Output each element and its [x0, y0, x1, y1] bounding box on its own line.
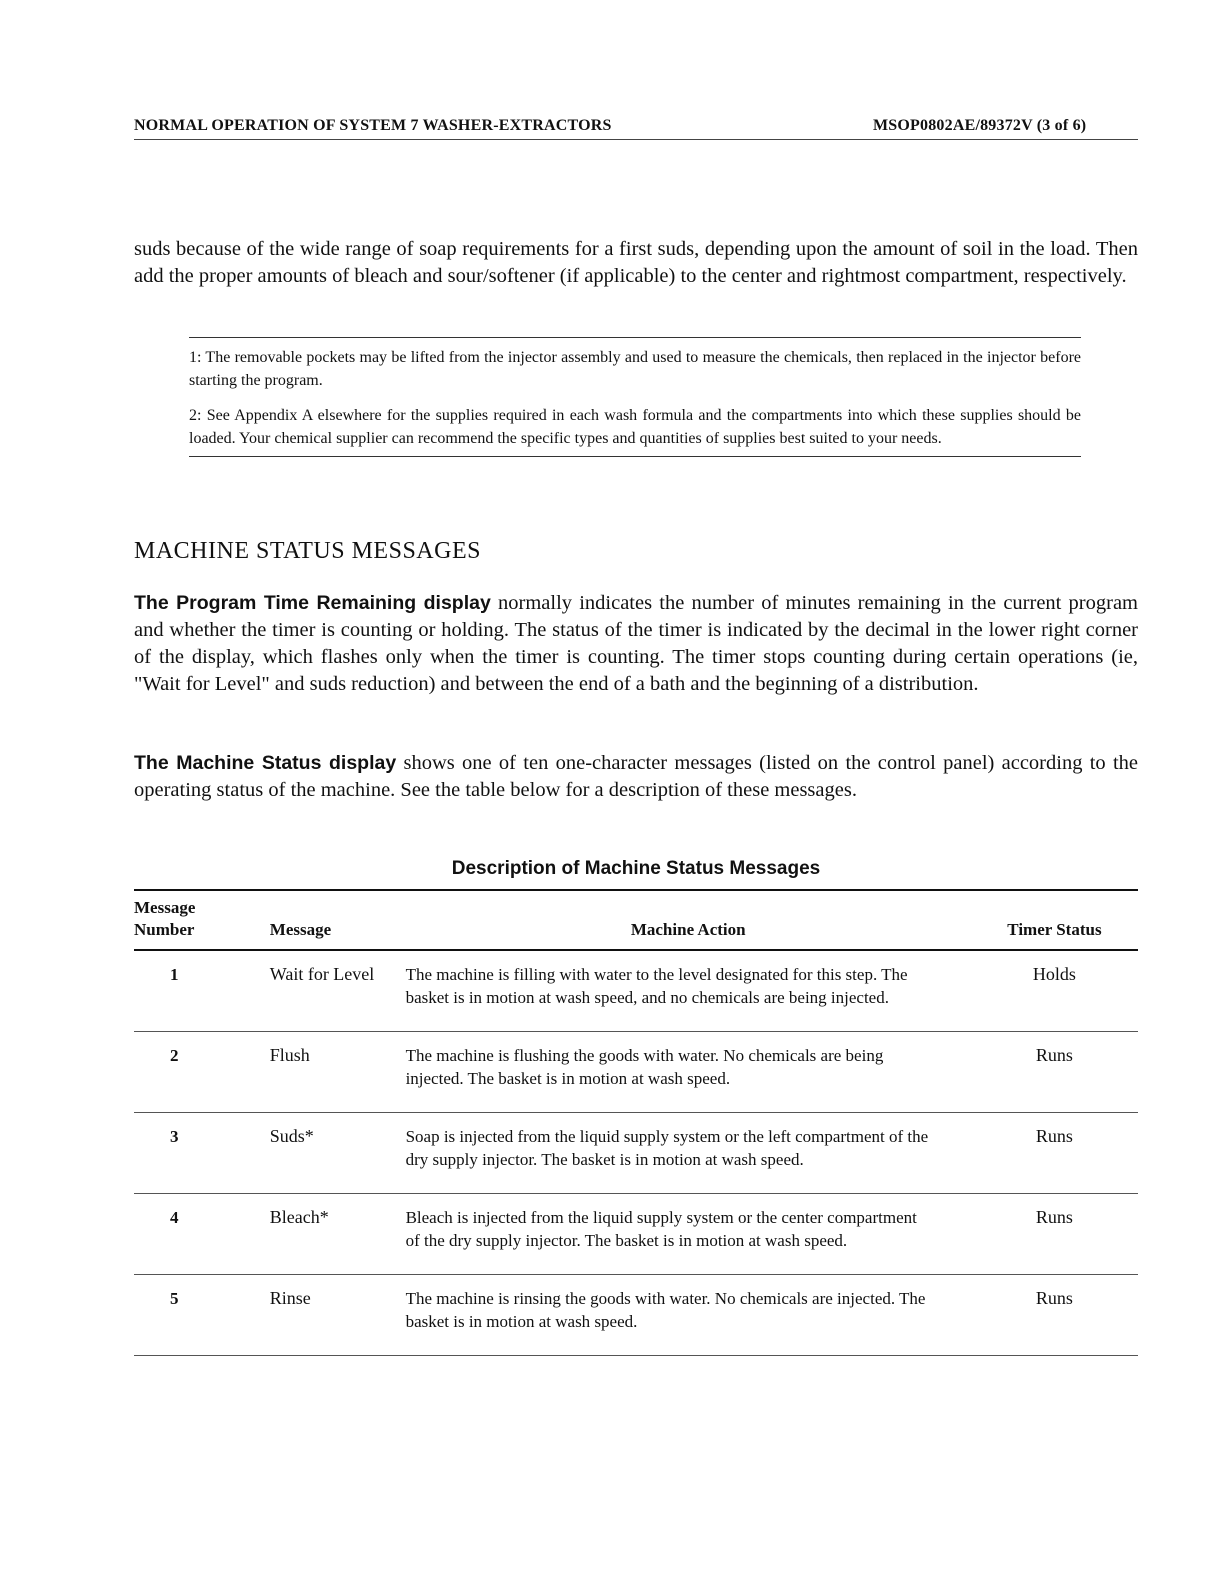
row-action: Soap is injected from the liquid supply system or the left compartment of the dry supply injector. The basket is in motion at wash speed. [405, 1127, 929, 1169]
row-message: Wait for Level [269, 964, 375, 984]
paragraph-program-time-body: normally indicates the number of minutes remaining in the current program and whether the timer is counting or holding. The status of the timer is indicated by the decimal in the lower right corner of the display, which flashes only when the timer is counting. The timer stops counting during certain operations (ie, "Wait for Level" and suds reduction) and between the end of a bath and the beginning of a distribution. [134, 592, 1138, 695]
table-header-row [134, 890, 1138, 950]
table-row [134, 1194, 1138, 1275]
row-number: 3 [170, 1127, 179, 1146]
table-row [134, 950, 1138, 1032]
header-machine-action: Machine Action [630, 920, 746, 939]
running-header-doc-id: MSOP0802AE/89372V (3 of 6) [873, 117, 1087, 134]
table-row [134, 1032, 1138, 1113]
table-row [134, 1275, 1138, 1356]
row-action: The machine is filling with water to the level designated for this step. The basket is in motion at wash speed, and no chemicals are being injected. [405, 965, 908, 1007]
header-message-number [134, 890, 270, 950]
row-number: 5 [170, 1289, 179, 1308]
row-action: The machine is flushing the goods with water. No chemicals are being injected. The basket is in motion at wash speed. [405, 1046, 884, 1088]
paragraph-machine-status-body: shows one of ten one-character messages (listed on the control panel) according to the operating status of the machine. See the table below for a description of these messages. [134, 752, 1138, 801]
notes-box [189, 337, 1081, 457]
paragraph-program-time [134, 590, 1138, 698]
header-message-number-line1: Message [134, 898, 196, 917]
row-number: 4 [170, 1208, 179, 1227]
row-timer: Holds [1032, 964, 1076, 984]
status-messages-table [134, 889, 1138, 1356]
paragraph-machine-status [134, 750, 1138, 804]
intro-paragraph: suds because of the wide range of soap requirements for a first suds, depending upon the amount of soil in the load. Then add the proper amounts of bleach and sour/softener (if applicable) to the center and rightmost compartment, respectively. [134, 238, 1138, 287]
row-timer: Runs [1035, 1045, 1073, 1065]
paragraph-program-time-lead: The Program Time Remaining display [134, 592, 491, 614]
header-timer-status: Timer Status [1007, 920, 1102, 939]
row-number: 1 [170, 965, 179, 984]
row-message: Bleach* [269, 1207, 329, 1227]
header-message-number-line2: Number [134, 920, 195, 939]
table-title: Description of Machine Status Messages [451, 858, 821, 879]
paragraph-machine-status-lead: The Machine Status display [134, 752, 397, 774]
row-message: Rinse [269, 1288, 311, 1308]
row-action: The machine is rinsing the goods with water. No chemicals are injected. The basket is in motion at wash speed. [405, 1289, 926, 1331]
section-title: MACHINE STATUS MESSAGES [134, 538, 481, 564]
header-message: Message [269, 920, 332, 939]
running-header-title: NORMAL OPERATION OF SYSTEM 7 WASHER-EXTRACTORS [134, 117, 612, 134]
row-message: Suds* [269, 1126, 314, 1146]
row-action: Bleach is injected from the liquid supply system or the center compartment of the dry supply injector. The basket is in motion at wash speed. [405, 1208, 917, 1250]
row-message: Flush [269, 1045, 310, 1065]
note-2: 2: See Appendix A elsewhere for the supplies required in each wash formula and the compartments into which these supplies should be loaded. Your chemical supplier can recommend the specific types and quantities of supplies best suited to your needs. [189, 407, 1081, 447]
row-number: 2 [170, 1046, 179, 1065]
header-rule [134, 139, 1138, 140]
note-1: 1: The removable pockets may be lifted from the injector assembly and used to measure the chemicals, then replaced in the injector before starting the program. [189, 349, 1081, 389]
row-timer: Runs [1035, 1288, 1073, 1308]
row-timer: Runs [1035, 1126, 1073, 1146]
row-timer: Runs [1035, 1207, 1073, 1227]
table-row [134, 1113, 1138, 1194]
